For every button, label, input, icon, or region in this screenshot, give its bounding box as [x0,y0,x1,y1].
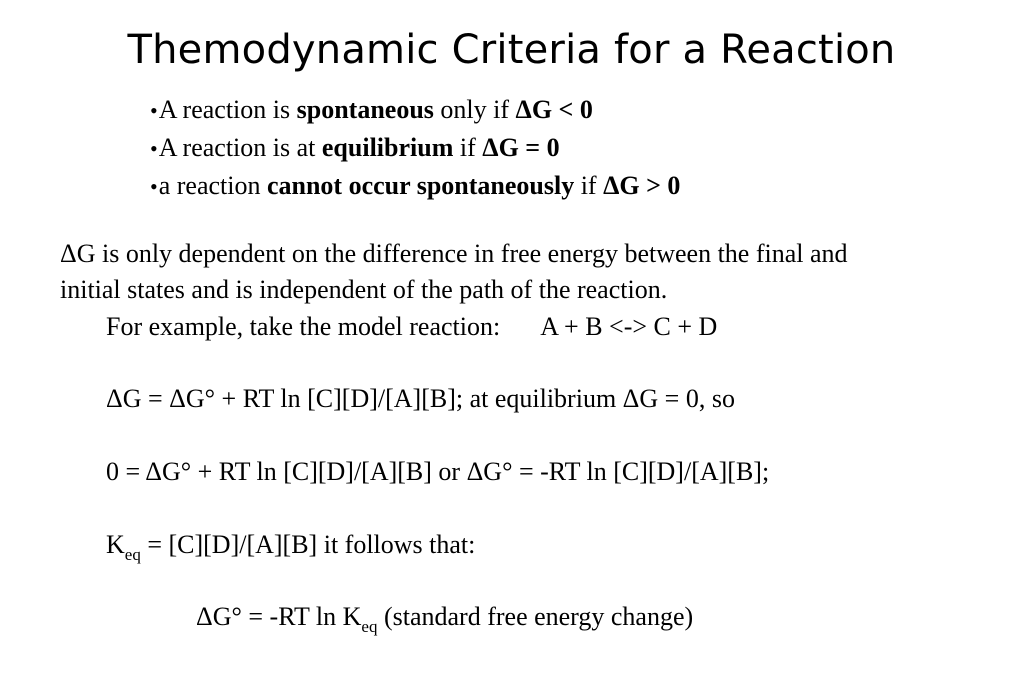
equation-1: ΔG = ΔG° + RT ln [C][D]/[A][B]; at equilibrium ΔG = 0, so [106,384,735,413]
bullet-icon: • [150,98,158,123]
criterion-spontaneous: •A reaction is spontaneous only if ΔG < 0 [150,95,593,124]
body-line-2: initial states and is independent of the path of the reaction. [60,275,668,304]
bullet-icon: • [150,136,158,161]
equation-2: 0 = ΔG° + RT ln [C][D]/[A][B] or ΔG° = -RT ln [C][D]/[A][B]; [106,457,770,486]
bullet-icon: • [150,174,158,199]
body-line-1: ΔG is only dependent on the difference in free energy between the final and [60,239,848,268]
model-reaction: A + B <-> C + D [540,312,718,341]
keq-definition: $K_{eq} = [C][D]/[A][B]$ it follows that: [106,530,476,564]
example-line: For example, take the model reaction: A + B <-> C + D [106,312,718,341]
standard-free-energy-equation: ΔG° = -RT $\ln K_{eq}$ (standard free energy change) [196,602,694,636]
criteria-list [150,91,680,205]
criterion-equilibrium: •A reaction is at equilibrium if ΔG = 0 [150,133,560,162]
criterion-nonspontaneous: •a reaction cannot occur spontaneously if ΔG > 0 [150,171,681,200]
slide-title: Themodynamic Criteria for a Reaction [127,27,896,73]
